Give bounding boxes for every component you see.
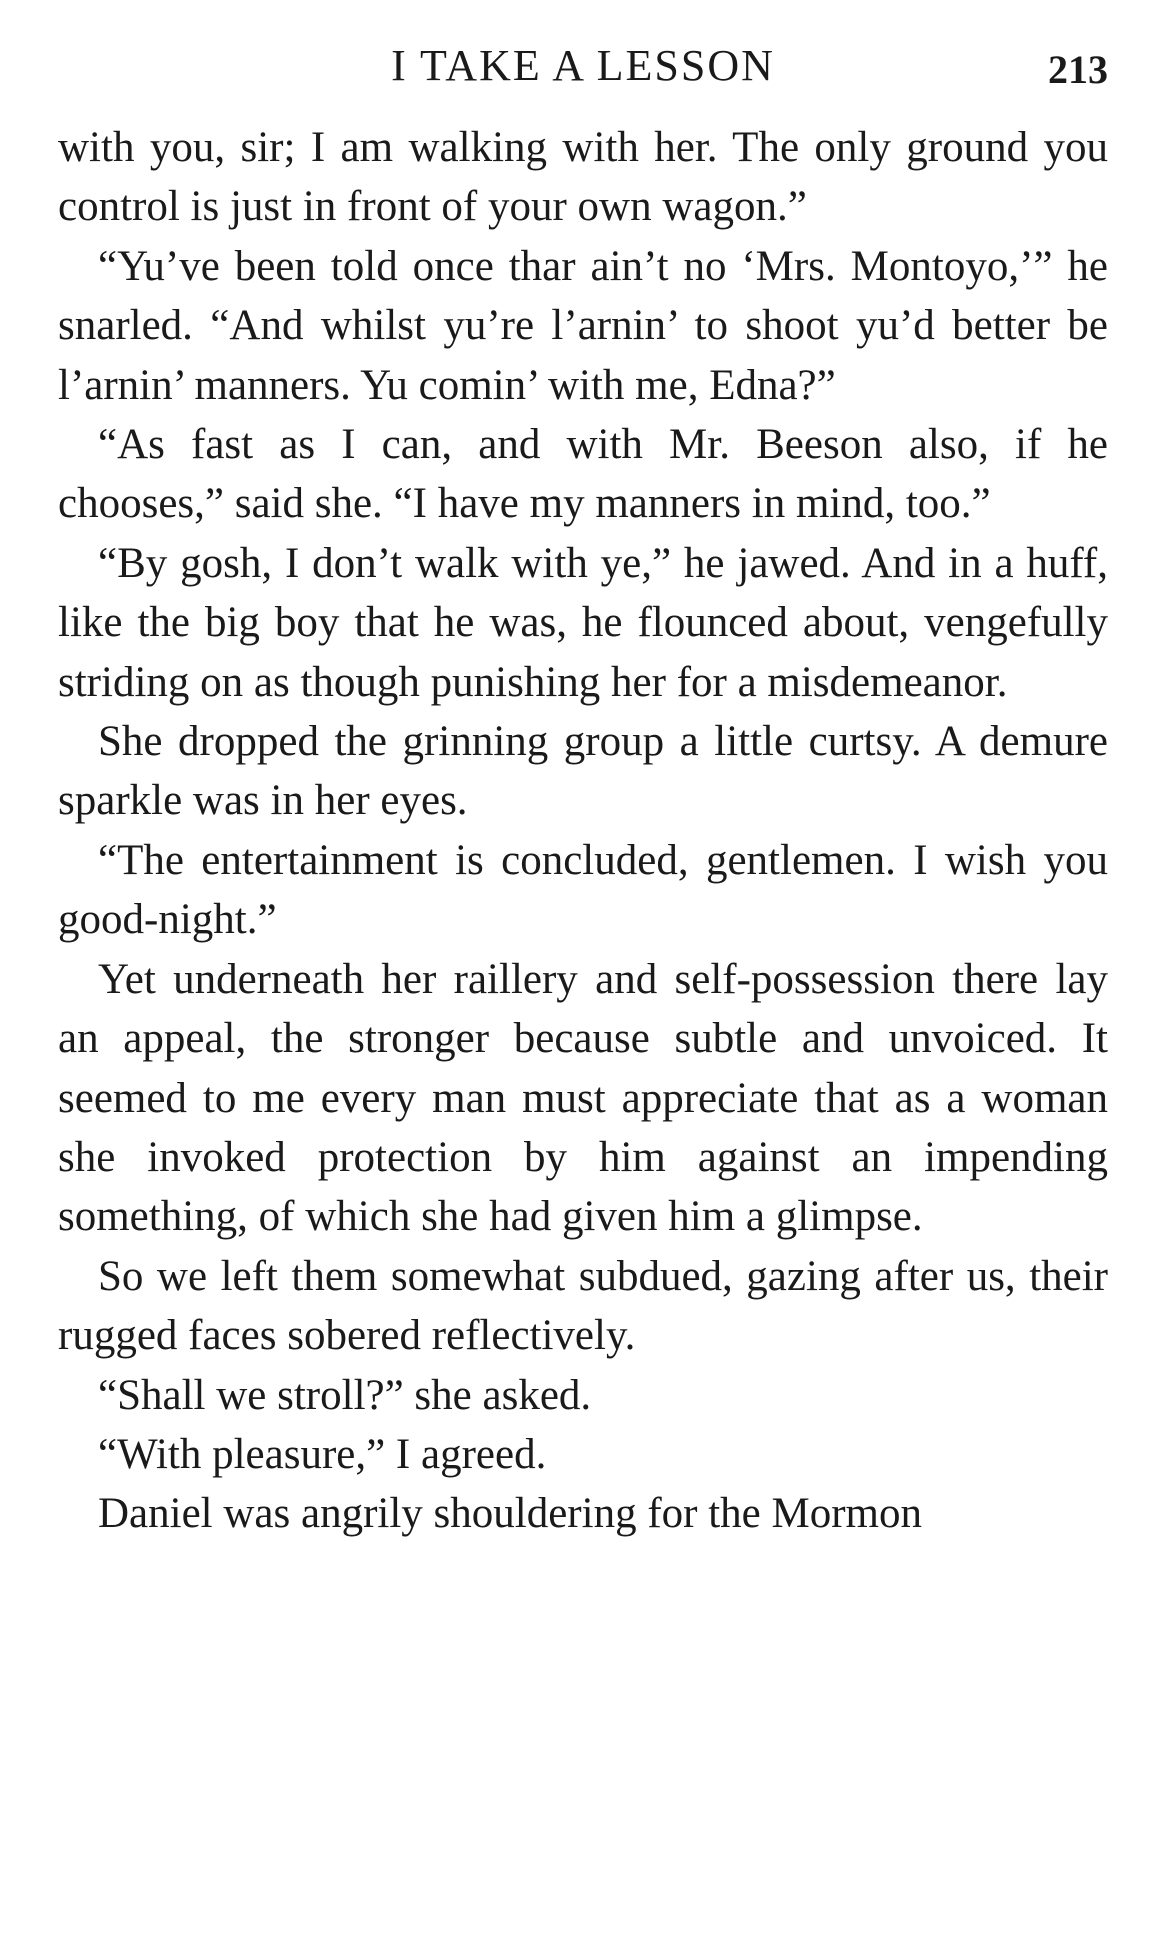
paragraph: with you, sir; I am walking with her. The only ground you control is just in front of your own wagon.”	[58, 124, 1108, 231]
paragraph: “Yu’ve been told once thar ain’t no ‘Mrs. Montoyo,’” he snarled. “And whilst yu’re l’arnin’ to shoot yu’d better be l’arnin’ manners. Yu comin’ with me, Edna?”	[58, 242, 1108, 409]
body-text	[58, 118, 1108, 1544]
paragraph: “By gosh, I don’t walk with ye,” he jawed. And in a huff, like the big boy that he was, he flounced about, vengefully striding on as though punishing her for a misdemeanor.	[58, 539, 1108, 706]
paragraph: “As fast as I can, and with Mr. Beeson also, if he chooses,” said she. “I have my manners in mind, too.”	[58, 421, 1108, 528]
paragraph: “The entertainment is concluded, gentlemen. I wish you good-night.”	[58, 836, 1108, 944]
page-header	[58, 36, 1108, 96]
page-number: 213	[1048, 47, 1108, 92]
paragraph: “Shall we stroll?” she asked.	[98, 1371, 592, 1419]
paragraph: “With pleasure,” I agreed.	[98, 1430, 547, 1478]
paragraph: Daniel was angrily shouldering for the Mormon	[98, 1490, 922, 1538]
running-head: I TAKE A LESSON	[391, 41, 775, 90]
paragraph: She dropped the grinning group a little curtsy. A demure sparkle was in her eyes.	[58, 718, 1108, 825]
paragraph: Yet underneath her raillery and self-possession there lay an appeal, the stronger because subtle and unvoiced. It seemed to me every man must appreciate that as a woman she invoked protection by him against an impending something, of which she had given him a glimpse.	[58, 955, 1108, 1241]
paragraph: So we left them somewhat subdued, gazing after us, their rugged faces sobered reflectively.	[58, 1252, 1108, 1360]
